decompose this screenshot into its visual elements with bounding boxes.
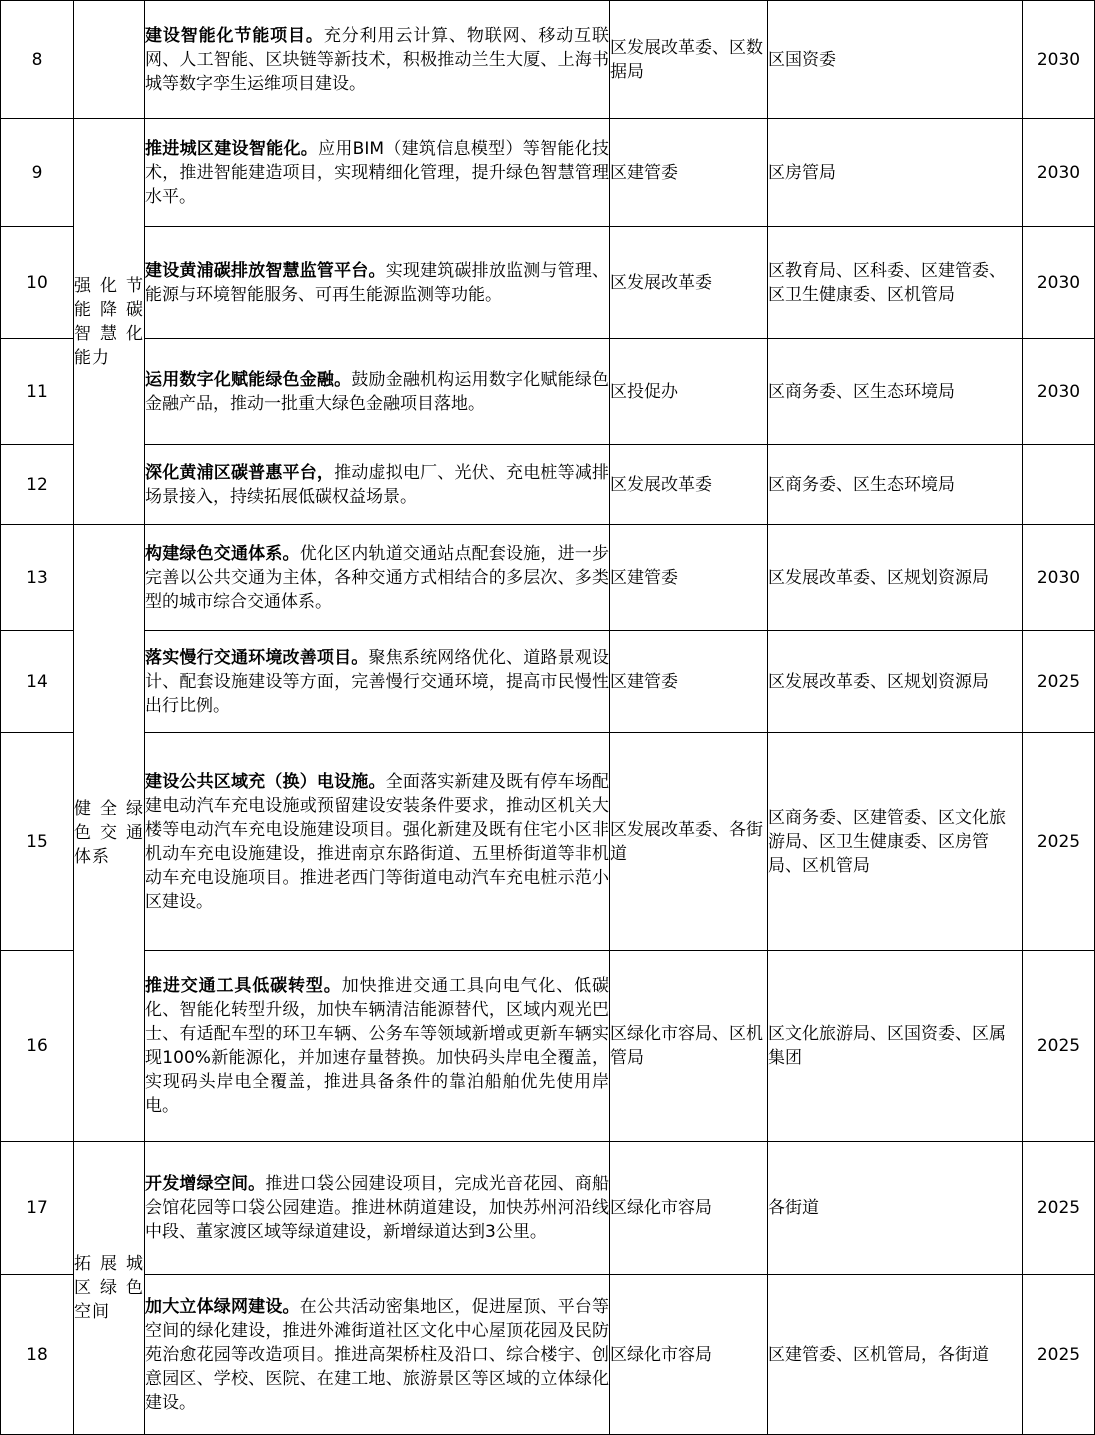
target-year: 2025: [1023, 1275, 1095, 1435]
table-row: [1, 1142, 1095, 1275]
task-title: 建设智能化节能项目。: [145, 25, 324, 46]
task-title: 推进交通工具低碳转型。: [145, 976, 342, 996]
task-content: [145, 525, 610, 631]
category-cell: 拓展城区绿色空间: [74, 1142, 145, 1435]
target-year: 2030: [1023, 525, 1095, 631]
task-title: 加大立体绿网建设。: [145, 1296, 300, 1317]
task-title: 开发增绿空间。: [145, 1174, 266, 1194]
target-year: 2030: [1023, 339, 1095, 445]
lead-department: 区发展改革委、各街道: [610, 733, 768, 951]
task-content: [145, 1275, 610, 1435]
task-description: 聚焦系统网络优化、道路景观设计、配套设施建设等方面，完善慢行交通环境，提高市民慢性出行比例。: [145, 647, 609, 716]
task-description: 加快推进交通工具向电气化、低碳化、智能化转型升级，加快车辆清洁能源替代，区域内观光巴士、有适配车型的环卫车辆、公务车等领域新增或更新车辆实现100%新能源化，并加速存量替换。加快码头岸电全覆盖，实现码头岸电全覆盖，推进具备条件的靠泊船舶优先使用岸电。: [145, 976, 610, 1116]
task-description: 全面落实新建及既有停车场配建电动汽车充电设施或预留建设安装条件要求，推动区机关大楼等电动汽车充电设施建设项目。强化新建及既有住宅小区非机动车充电设施建设，推进南京东路街道、五里桥街道等非机动车充电设施项目。推进老西门等街道电动汽车充电桩示范小区建设。: [145, 771, 610, 912]
cooperating-departments: 各街道: [768, 1142, 1023, 1275]
lead-department: 区绿化市容局、区机管局: [610, 951, 768, 1142]
row-number: 15: [1, 733, 74, 951]
row-number: 10: [1, 227, 74, 339]
task-title: 构建绿色交通体系。: [145, 543, 300, 564]
cooperating-departments: 区房管局: [768, 119, 1023, 227]
table-row: [1, 227, 1095, 339]
lead-department: 区发展改革委、区数据局: [610, 1, 768, 119]
row-number: 16: [1, 951, 74, 1142]
task-content: [145, 951, 610, 1142]
category-cell: 强化节能降碳智慧化能力: [74, 119, 145, 525]
task-content: [145, 339, 610, 445]
task-content: [145, 227, 610, 339]
cooperating-departments: 区建管委、区机管局，各街道: [768, 1275, 1023, 1435]
category-cell: 健全绿色交通体系: [74, 525, 145, 1142]
lead-department: 区投促办: [610, 339, 768, 445]
task-content: [145, 733, 610, 951]
cooperating-departments: 区发展改革委、区规划资源局: [768, 631, 1023, 733]
target-year: 2025: [1023, 951, 1095, 1142]
task-description: 在公共活动密集地区，促进屋顶、平台等空间的绿化建设，推进外滩街道社区文化中心屋顶花园及民防苑治愈花园等改造项目。推进高架桥柱及沿口、综合楼宇、创意园区、学校、医院、在建工地、旅游景区等区域的立体绿化建设。: [145, 1296, 610, 1413]
table-row: [1, 951, 1095, 1142]
table-row: [1, 1, 1095, 119]
lead-department: 区建管委: [610, 631, 768, 733]
table-row: [1, 445, 1095, 525]
row-number: 13: [1, 525, 74, 631]
task-title: 落实慢行交通环境改善项目。: [145, 647, 369, 668]
table-row: [1, 733, 1095, 951]
task-content: [145, 631, 610, 733]
table-row: [1, 631, 1095, 733]
task-description: 实现建筑碳排放监测与管理、能源与环境智能服务、可再生能源监测等功能。: [145, 260, 610, 305]
target-year: [1023, 445, 1095, 525]
cooperating-departments: 区国资委: [768, 1, 1023, 119]
task-description: 应用BIM（建筑信息模型）等智能化技术，推进智能建造项目，实现精细化管理，提升绿色智慧管理水平。: [145, 138, 609, 207]
task-title: 建设公共区域充（换）电设施。: [145, 771, 386, 792]
task-description: 优化区内轨道交通站点配套设施，进一步完善以公共交通为主体，各种交通方式相结合的多层次、多类型的城市综合交通体系。: [145, 543, 610, 612]
task-title: 建设黄浦碳排放智慧监管平台。: [145, 260, 386, 281]
lead-department: 区绿化市容局: [610, 1142, 768, 1275]
row-number: 8: [1, 1, 74, 119]
task-content: [145, 119, 610, 227]
task-description: 鼓励金融机构运用数字化赋能绿色金融产品，推动一批重大绿色金融项目落地。: [145, 369, 610, 414]
cooperating-departments: 区商务委、区生态环境局: [768, 445, 1023, 525]
lead-department: 区发展改革委: [610, 445, 768, 525]
table-row: [1, 525, 1095, 631]
cooperating-departments: 区教育局、区科委、区建管委、区卫生健康委、区机管局: [768, 227, 1023, 339]
row-number: 18: [1, 1275, 74, 1435]
target-year: 2030: [1023, 227, 1095, 339]
lead-department: 区发展改革委: [610, 227, 768, 339]
task-title: 推进城区建设智能化。: [145, 138, 319, 159]
lead-department: 区建管委: [610, 119, 768, 227]
row-number: 9: [1, 119, 74, 227]
cooperating-departments: 区文化旅游局、区国资委、区属集团: [768, 951, 1023, 1142]
row-number: 14: [1, 631, 74, 733]
cooperating-departments: 区商务委、区建管委、区文化旅游局、区卫生健康委、区房管局、区机管局: [768, 733, 1023, 951]
task-description: 推进口袋公园建设项目，完成光音花园、商船会馆花园等口袋公园建造。推进林荫道建设，加快苏州河沿线中段、董家渡区域等绿道建设，新增绿道达到3公里。: [145, 1174, 610, 1242]
row-number: 12: [1, 445, 74, 525]
cooperating-departments: 区商务委、区生态环境局: [768, 339, 1023, 445]
row-number: 11: [1, 339, 74, 445]
cooperating-departments: 区发展改革委、区规划资源局: [768, 525, 1023, 631]
table-row: [1, 119, 1095, 227]
task-title: 深化黄浦区碳普惠平台，: [145, 462, 335, 483]
lead-department: 区建管委: [610, 525, 768, 631]
task-content: [145, 1, 610, 119]
table-row: [1, 339, 1095, 445]
task-content: [145, 1142, 610, 1275]
lead-department: 区绿化市容局: [610, 1275, 768, 1435]
target-year: 2030: [1023, 119, 1095, 227]
row-number: 17: [1, 1142, 74, 1275]
target-year: 2025: [1023, 631, 1095, 733]
task-description: 推动虚拟电厂、光伏、充电桩等减排场景接入，持续拓展低碳权益场景。: [145, 462, 610, 507]
target-year: 2025: [1023, 733, 1095, 951]
table-row: [1, 1275, 1095, 1435]
task-title: 运用数字化赋能绿色金融。: [145, 369, 352, 390]
task-content: [145, 445, 610, 525]
task-description: 充分利用云计算、物联网、移动互联网、人工智能、区块链等新技术，积极推动兰生大厦、上海书城等数字孪生运维项目建设。: [145, 25, 610, 94]
target-year: 2025: [1023, 1142, 1095, 1275]
target-year: 2030: [1023, 1, 1095, 119]
